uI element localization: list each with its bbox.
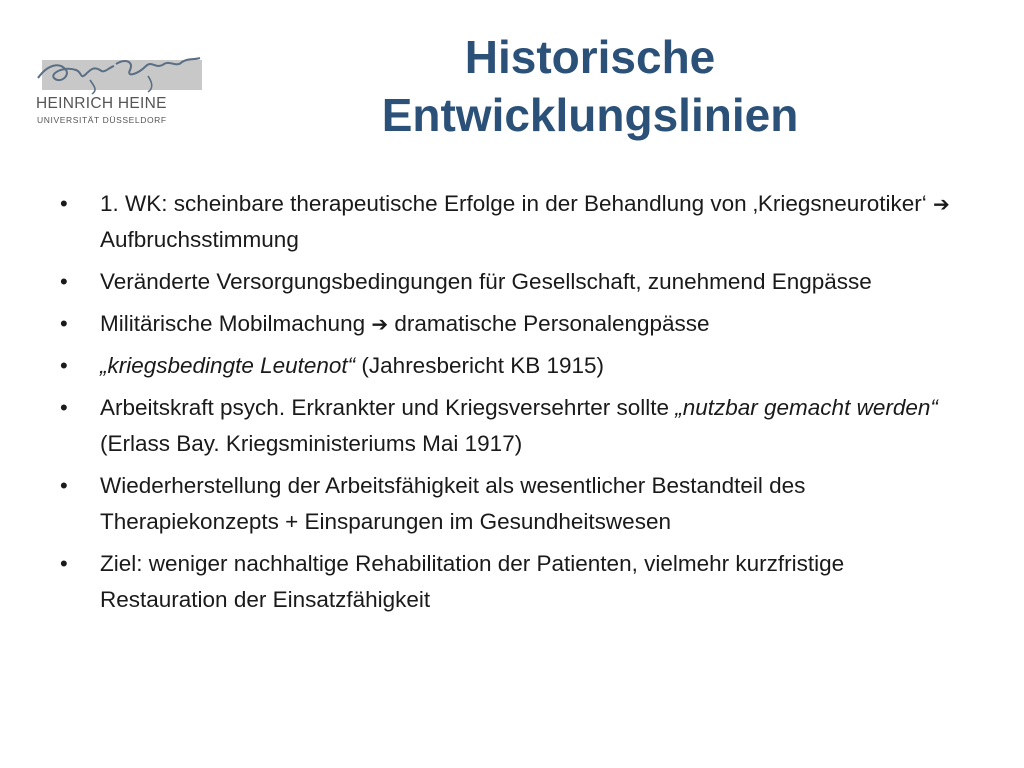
title-line-1: Historische [464, 31, 716, 83]
bullet-quote: „nutzbar gemacht werden“ [675, 395, 938, 420]
bullet-dot: • [60, 311, 68, 336]
bullet-text: Wiederherstellung der Arbeitsfähigkeit als wesentlicher Bestandteil des Therapiekonzepts + Einsparungen im Gesundheitswesen [100, 473, 806, 534]
heine-signature-logo [30, 40, 205, 100]
bullet-text: Arbeitskraft psych. Erkrankter und Kriegsversehrter sollte [100, 395, 676, 420]
arrow-right-icon: ➔ [932, 192, 950, 216]
logo-name: HEINRICH HEINE [36, 95, 167, 112]
bullet-dot: • [60, 191, 68, 216]
bullet-dot: • [60, 269, 68, 294]
arrow-right-icon: ➔ [371, 312, 389, 336]
bullet-dot: • [60, 551, 68, 576]
bullet-item [60, 390, 960, 462]
bullet-quote: „kriegsbedingte Leutenot“ [100, 353, 356, 378]
bullet-text: (Erlass Bay. Kriegsministeriums Mai 1917) [100, 431, 523, 456]
bullet-text: Ziel: weniger nachhaltige Rehabilitation der Patienten, vielmehr kurzfristige Restauration der Einsatzfähigkeit [100, 551, 845, 612]
bullet-text: dramatische Personalengpässe [388, 311, 710, 336]
bullet-text: Veränderte Versorgungsbedingungen für Gesellschaft, zunehmend Engpässe [100, 269, 872, 294]
bullet-item [60, 186, 960, 258]
bullet-item [60, 264, 960, 300]
bullet-text: (Jahresbericht KB 1915) [355, 353, 605, 378]
title-line-2: Entwicklungslinien [381, 89, 799, 141]
bullet-item [60, 348, 960, 384]
university-logo [30, 40, 205, 135]
bullet-text: Militärische Mobilmachung [100, 311, 372, 336]
slide-title [250, 28, 930, 144]
bullet-item [60, 306, 960, 342]
bullet-dot: • [60, 395, 68, 420]
logo-subtitle: UNIVERSITÄT DÜSSELDORF [37, 115, 167, 125]
bullet-list [60, 186, 960, 624]
bullet-item [60, 468, 960, 540]
bullet-item [60, 546, 960, 618]
bullet-text: Aufbruchsstimmung [100, 227, 299, 252]
bullet-dot: • [60, 473, 68, 498]
bullet-dot: • [60, 353, 68, 378]
bullet-text: 1. WK: scheinbare therapeutische Erfolge in der Behandlung von ‚Kriegsneurotiker‘ [100, 191, 933, 216]
